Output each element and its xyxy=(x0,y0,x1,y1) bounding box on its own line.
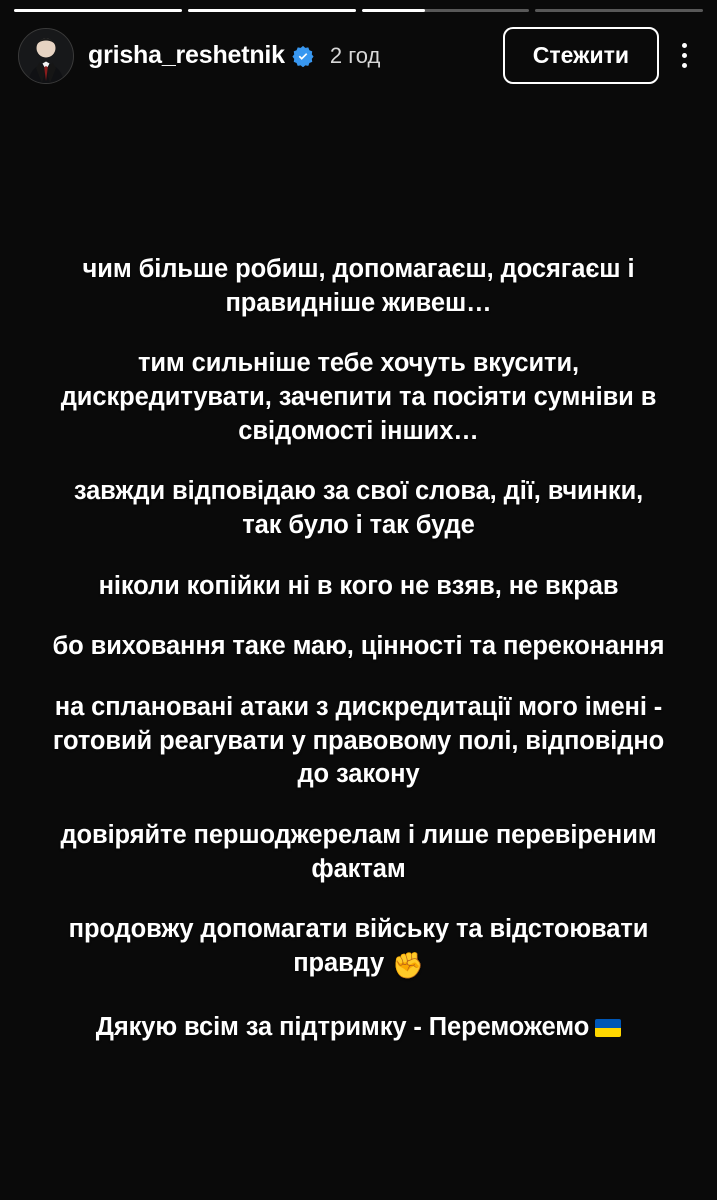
story-paragraph-text: продовжу допомагати війську та відстоювати правду xyxy=(68,915,649,977)
story-paragraph-text: Дякую всім за підтримку - Переможемо xyxy=(95,1012,590,1041)
raised-fist-icon: ✊ xyxy=(392,950,424,981)
progress-segment-1[interactable] xyxy=(14,9,182,12)
story-paragraph: на сплановані атаки з дискредитації мого імені - готовий реагувати у правовому полі, відповідно до закону xyxy=(52,692,665,789)
story-progress-bar xyxy=(0,0,717,13)
progress-segment-4[interactable] xyxy=(535,9,703,12)
avatar[interactable] xyxy=(18,28,74,84)
progress-segment-3[interactable] xyxy=(362,9,530,12)
timestamp: 2 год xyxy=(329,42,381,68)
story-paragraph-with-fist xyxy=(52,913,665,983)
story-paragraph: завжди відповідаю за свої слова, дії, вчинки, так було і так буде xyxy=(73,477,644,539)
verified-badge-icon xyxy=(292,45,314,67)
username[interactable]: grisha_reshetnik xyxy=(88,41,285,69)
story-paragraph: чим більше робиш, допомагаєш, досягаєш і правидніше живеш… xyxy=(82,255,635,317)
user-block[interactable] xyxy=(88,41,503,70)
story-paragraph: тим сильніше тебе хочуть вкусити, дискредитувати, зачепити та посіяти сумніви в свідомості інших… xyxy=(60,349,657,445)
story-paragraph-with-flag xyxy=(52,1011,665,1045)
story-text-content xyxy=(0,85,717,1200)
more-options-icon[interactable] xyxy=(667,28,701,84)
ukraine-flag-icon xyxy=(595,1019,621,1037)
story-paragraph: бо виховання таке маю, цінності та переконання xyxy=(52,632,665,661)
story-header xyxy=(0,13,717,85)
follow-button[interactable]: Стежити xyxy=(503,27,659,84)
story-paragraph: довіряйте першоджерелам і лише перевіреним фактам xyxy=(60,820,657,883)
story-paragraph: ніколи копійки ні в кого не взяв, не вкрав xyxy=(98,571,619,600)
progress-segment-2[interactable] xyxy=(188,9,356,12)
